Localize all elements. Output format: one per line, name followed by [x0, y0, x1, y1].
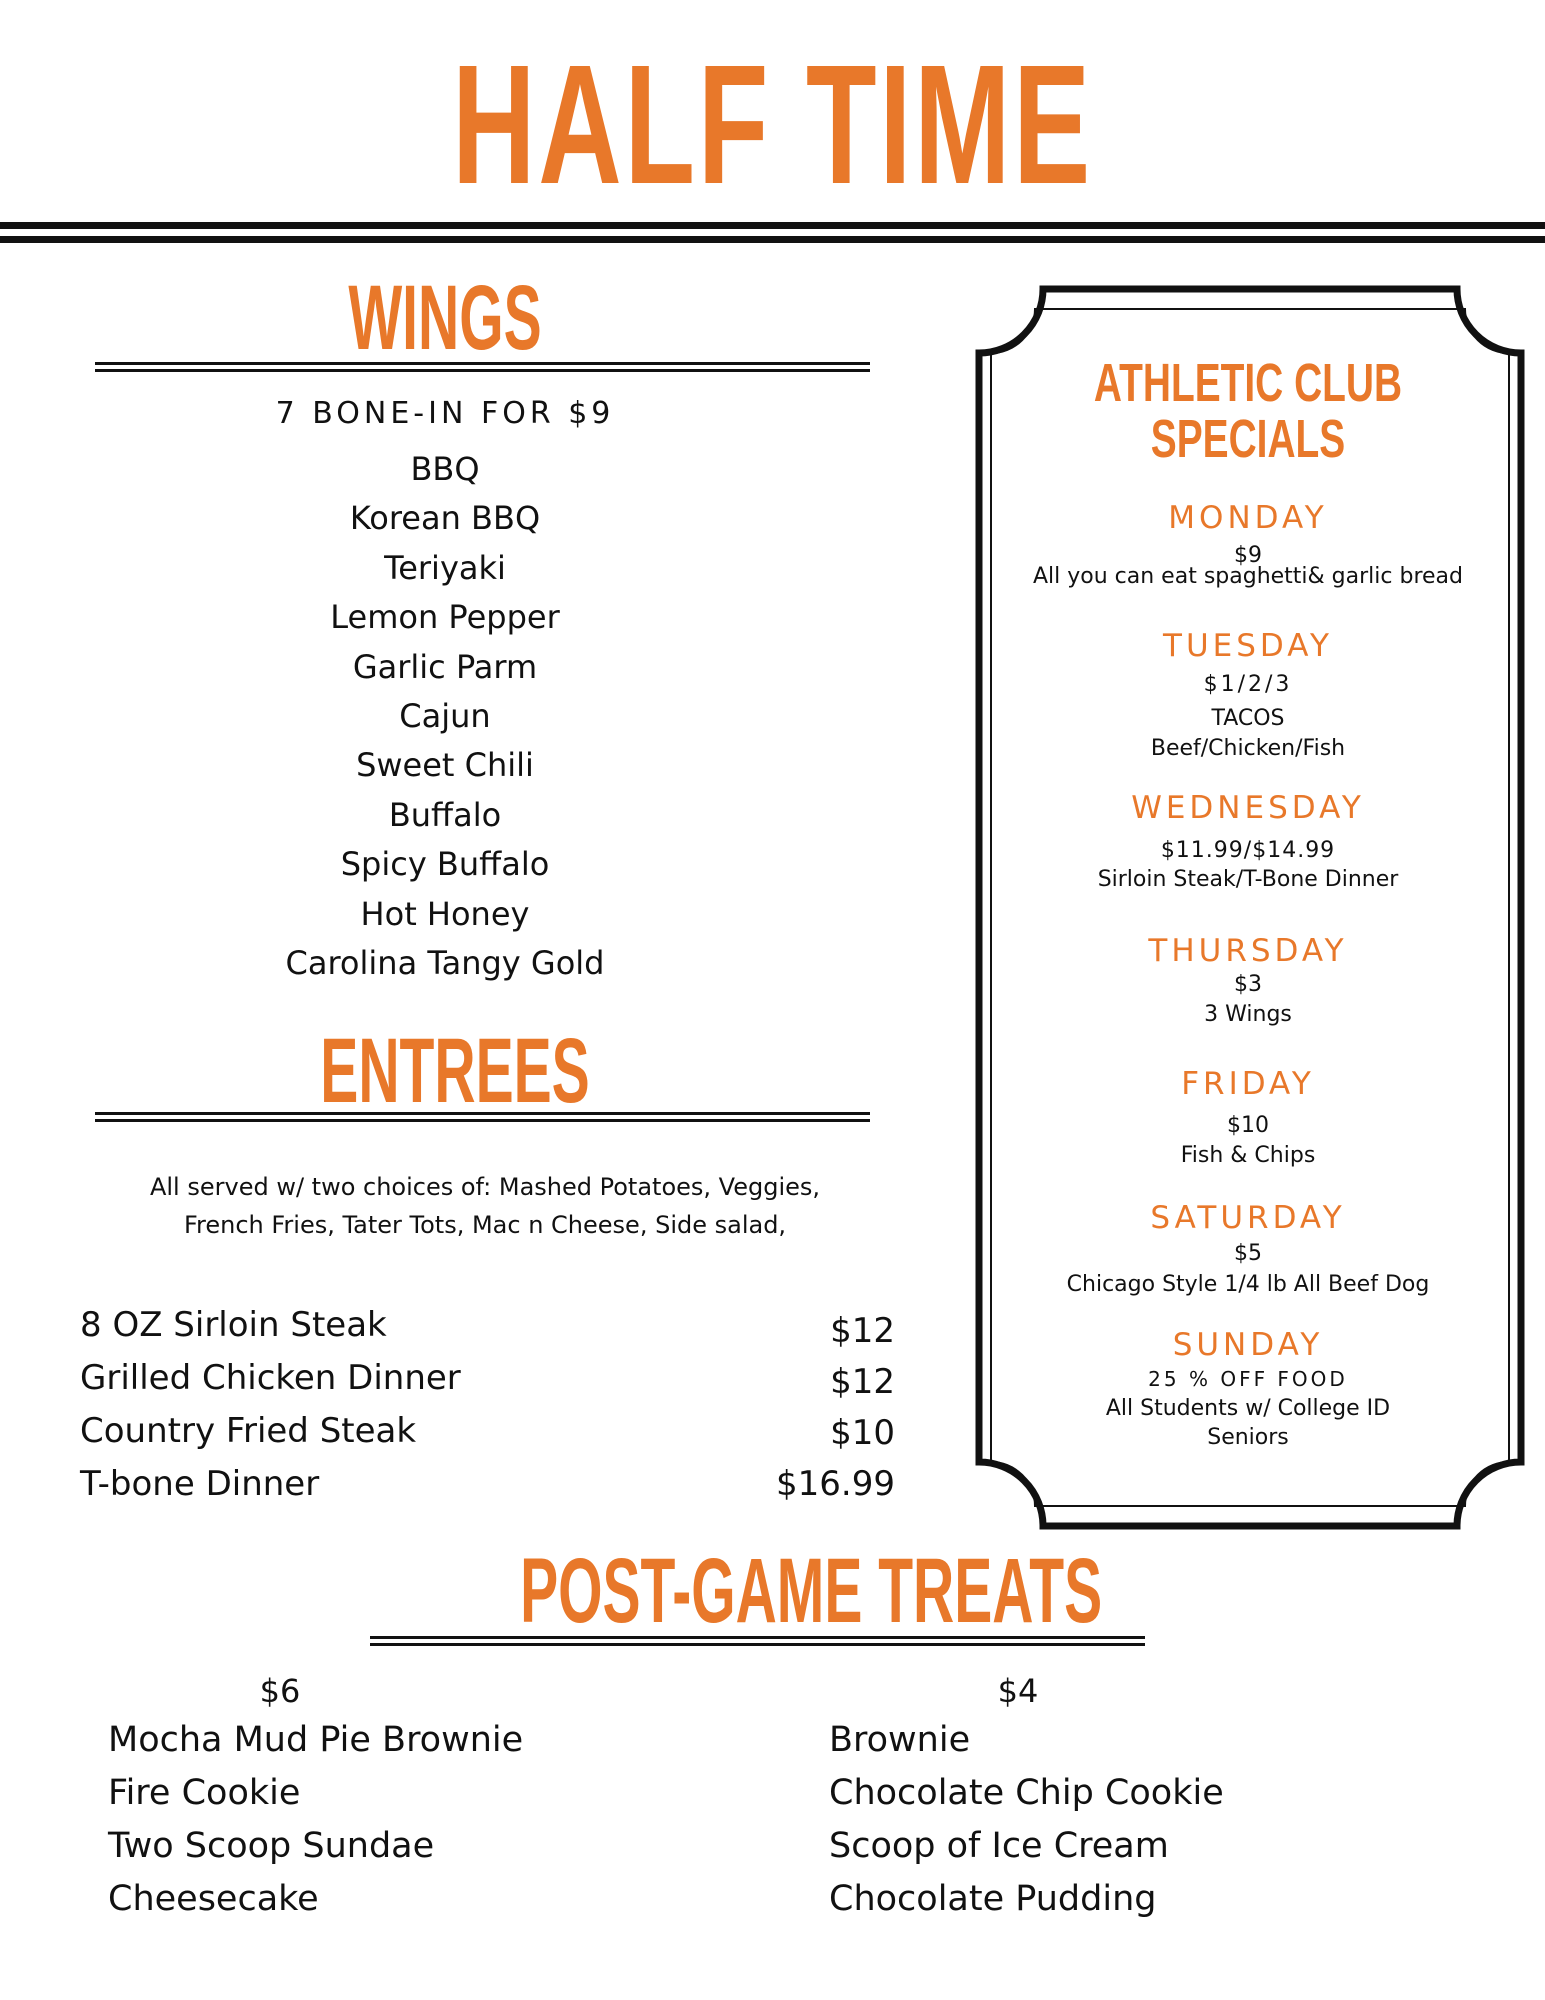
special-line: $9 [1234, 543, 1262, 568]
treats-divider [370, 1636, 1145, 1646]
entrees-sides-note: All served w/ two choices of: Mashed Potatoes, Veggies, French Fries, Tater Tots, Mac n Cheese, Side salad, [149, 1173, 821, 1239]
title-rule-bottom [0, 236, 1545, 243]
list-item: Garlic Parm [352, 647, 538, 686]
wings-divider [95, 362, 870, 372]
special-line: All you can eat spaghetti& garlic bread [1032, 564, 1463, 589]
special-day-wednesday: WEDNESDAY [1131, 790, 1365, 826]
special-day-sunday: SUNDAY [1172, 1327, 1324, 1363]
special-line: 3 Wings [1204, 1002, 1292, 1027]
entree-row [80, 1299, 895, 1351]
list-item: Chocolate Chip Cookie [829, 1773, 1224, 1813]
list-item: Two Scoop Sundae [108, 1826, 435, 1866]
entree-name: T-bone Dinner [80, 1464, 320, 1504]
special-day-saturday: SATURDAY [1150, 1200, 1346, 1236]
entree-row [80, 1405, 895, 1457]
entree-price: $12 [830, 1362, 895, 1402]
entree-price: $12 [830, 1311, 895, 1351]
entree-name: 8 OZ Sirloin Steak [80, 1305, 387, 1345]
special-line: Chicago Style 1/4 lb All Beef Dog [1066, 1272, 1430, 1297]
entree-price: $16.99 [776, 1464, 895, 1504]
special-line: Sirloin Steak/T-Bone Dinner [1097, 867, 1399, 892]
special-day-monday: MONDAY [1168, 500, 1328, 536]
list-item: Brownie [829, 1720, 971, 1760]
entree-row [80, 1458, 895, 1510]
list-item: Sweet Chili [356, 746, 534, 785]
treats-right-list [829, 1714, 1429, 1926]
treats-left-list [108, 1714, 668, 1926]
special-line: $5 [1234, 1241, 1262, 1266]
page-title: HALF TIME [452, 30, 1093, 220]
list-item: Spicy Buffalo [340, 845, 550, 884]
entree-price: $10 [830, 1413, 895, 1453]
entrees-heading: ENTREES [320, 1020, 590, 1122]
list-item: Cajun [399, 696, 491, 735]
special-line: $1/2/3 [1203, 672, 1293, 697]
wings-flavor-list [95, 445, 795, 988]
list-item: Cheesecake [108, 1879, 319, 1919]
list-item: Mocha Mud Pie Brownie [108, 1720, 524, 1760]
special-line: Beef/Chicken/Fish [1150, 736, 1346, 761]
wings-heading: WINGS [348, 267, 542, 369]
list-item: Chocolate Pudding [829, 1879, 1157, 1919]
entrees-divider [95, 1112, 870, 1122]
wings-price-line: 7 BONE-IN FOR $9 [275, 396, 615, 431]
entree-name: Grilled Chicken Dinner [80, 1358, 461, 1398]
entree-name: Country Fried Steak [80, 1411, 417, 1451]
special-line: $3 [1234, 972, 1262, 997]
special-day-friday: FRIDAY [1181, 1066, 1315, 1102]
special-line: TACOS [1211, 706, 1285, 731]
special-line: Fish & Chips [1180, 1143, 1316, 1168]
special-line: All Students w/ College ID [1105, 1396, 1391, 1421]
special-line: Seniors [1207, 1425, 1289, 1450]
special-line: $11.99/$14.99 [1160, 838, 1336, 863]
list-item: Teriyaki [384, 548, 506, 587]
list-item: Lemon Pepper [330, 598, 560, 637]
special-day-tuesday: TUESDAY [1163, 628, 1333, 664]
treats-left-price: $6 [259, 1672, 301, 1710]
special-line: $10 [1227, 1113, 1269, 1138]
list-item: BBQ [410, 450, 480, 488]
list-item: Scoop of Ice Cream [829, 1826, 1169, 1866]
list-item: Buffalo [388, 795, 502, 834]
list-item: Korean BBQ [349, 499, 541, 538]
treats-right-price: $4 [997, 1672, 1039, 1710]
treats-heading: POST-GAME TREATS [520, 1540, 1103, 1642]
specials-heading: ATHLETIC CLUB SPECIALS [1093, 353, 1403, 469]
list-item: Carolina Tangy Gold [285, 943, 605, 982]
entree-row [80, 1352, 895, 1404]
list-item: Fire Cookie [108, 1773, 301, 1813]
list-item: Hot Honey [360, 894, 530, 933]
title-rule-top [0, 222, 1545, 229]
special-day-thursday: THURSDAY [1148, 933, 1348, 969]
special-line: 25 % OFF FOOD [1148, 1367, 1348, 1391]
